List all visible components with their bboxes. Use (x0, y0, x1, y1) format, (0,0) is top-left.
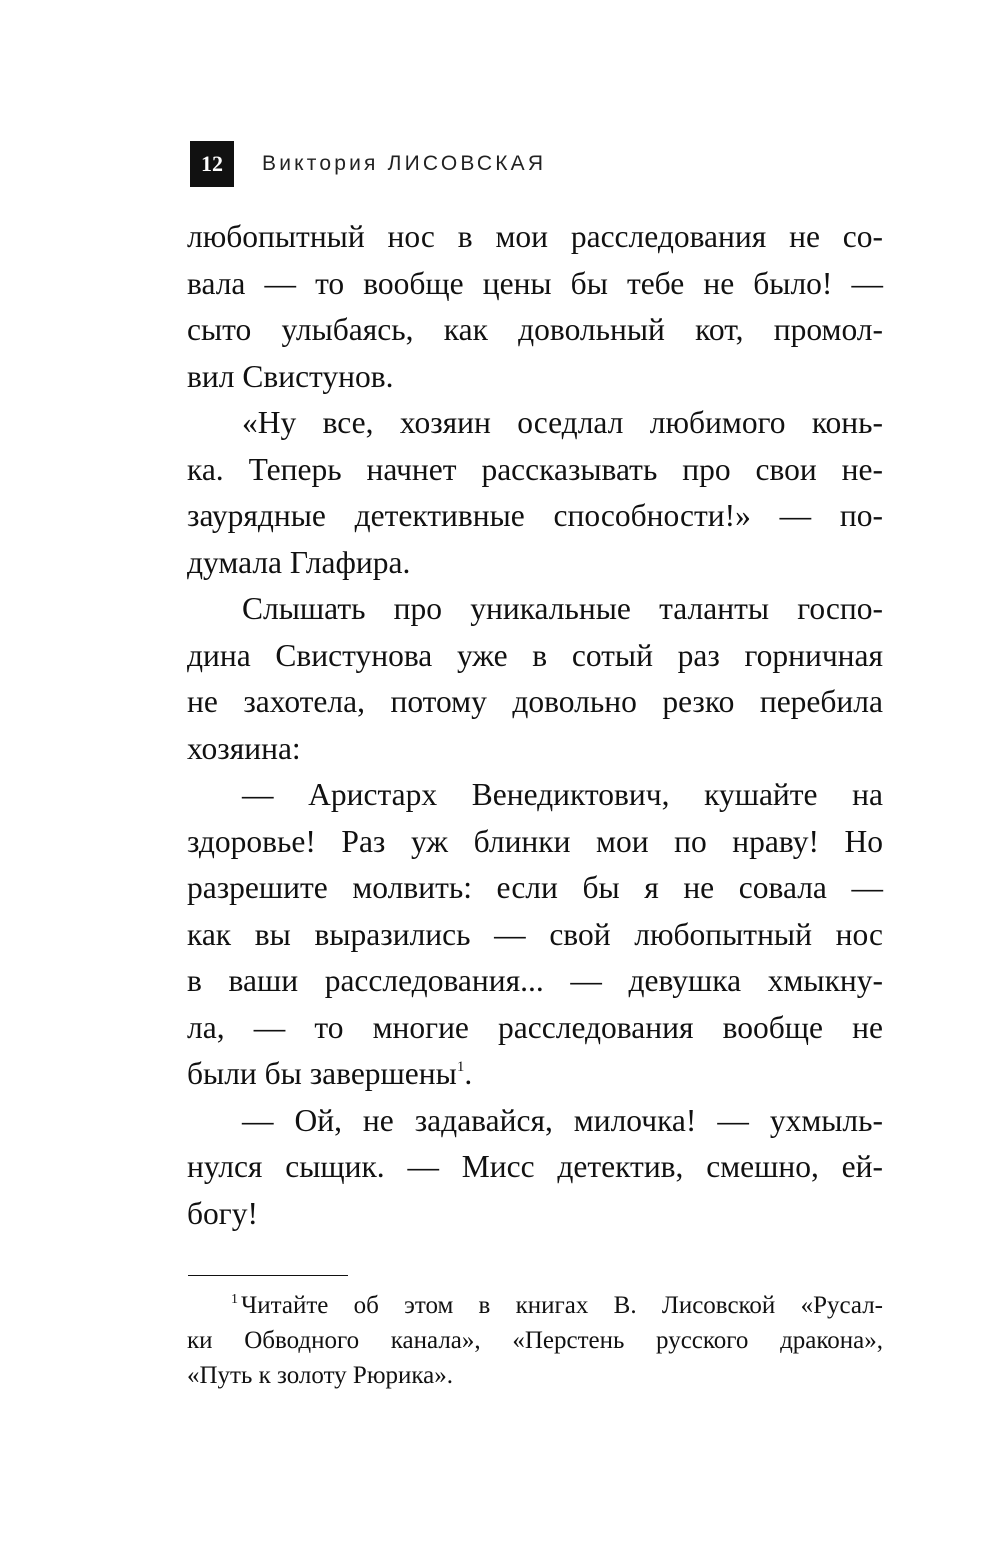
running-head-author: Виктория ЛИСОВСКАЯ (262, 152, 547, 175)
text-line: — Ой, не задавайся, милочка! — ухмыль- (242, 1102, 883, 1138)
footnote-reference: 1 (456, 1059, 465, 1075)
body-text (187, 214, 883, 1237)
text-line-content: были бы завершены (187, 1056, 457, 1091)
text-line: как вы выразились — свой любопытный нос (187, 916, 883, 952)
footnote-marker: 1 (231, 1292, 238, 1307)
text-line: «Ну все, хозяин оседлал любимого конь- (242, 405, 883, 440)
text-line: богу! (187, 1195, 258, 1231)
text-line: заурядные детективные способности!» — по- (187, 498, 883, 533)
text-line: вала — то вообще цены бы тебе не было! — (187, 265, 883, 301)
footnote-line-text: Читайте об этом в книгах В. Лисовской «Русал- (241, 1292, 883, 1319)
footnote-line: ки Обводного канала», «Перстень русского дракона», (187, 1327, 883, 1354)
footnote-line: «Путь к золоту Рюрика». (187, 1362, 453, 1389)
running-header (190, 141, 546, 187)
text-line: — Аристарх Венедиктович, кушайте на (242, 777, 883, 812)
text-line: дина Свистунова уже в сотый раз горничная (187, 637, 883, 673)
text-line: нулся сыщик. — Мисс детектив, смешно, ей- (187, 1149, 883, 1184)
footnote-divider (188, 1275, 348, 1276)
page-number: 12 (190, 141, 234, 187)
text-line: хозяина: (187, 730, 301, 766)
text-line-tail: . (464, 1056, 473, 1091)
text-line: Слышать про уникальные таланты госпо- (242, 591, 883, 626)
text-line-with-footnote (187, 1051, 883, 1098)
text-line: не захотела, потому довольно резко перебила (187, 684, 883, 719)
text-line: ка. Теперь начнет рассказывать про свои не- (187, 451, 883, 487)
text-line: сыто улыбаясь, как довольный кот, промол- (187, 312, 883, 347)
text-line: вил Свистунов. (187, 358, 394, 394)
text-line: ла, — то многие расследования вообще не (187, 1009, 883, 1045)
text-line: любопытный нос в мои расследования не со- (187, 219, 883, 254)
footnote-line (187, 1288, 883, 1323)
text-line: разрешите молвить: если бы я не совала — (187, 870, 883, 905)
footnote (187, 1288, 883, 1393)
text-line: думала Глафира. (187, 544, 411, 580)
text-line: в ваши расследования... — девушка хмыкну- (187, 963, 883, 998)
text-line: здоровье! Раз уж блинки мои по нраву! Но (187, 823, 883, 859)
